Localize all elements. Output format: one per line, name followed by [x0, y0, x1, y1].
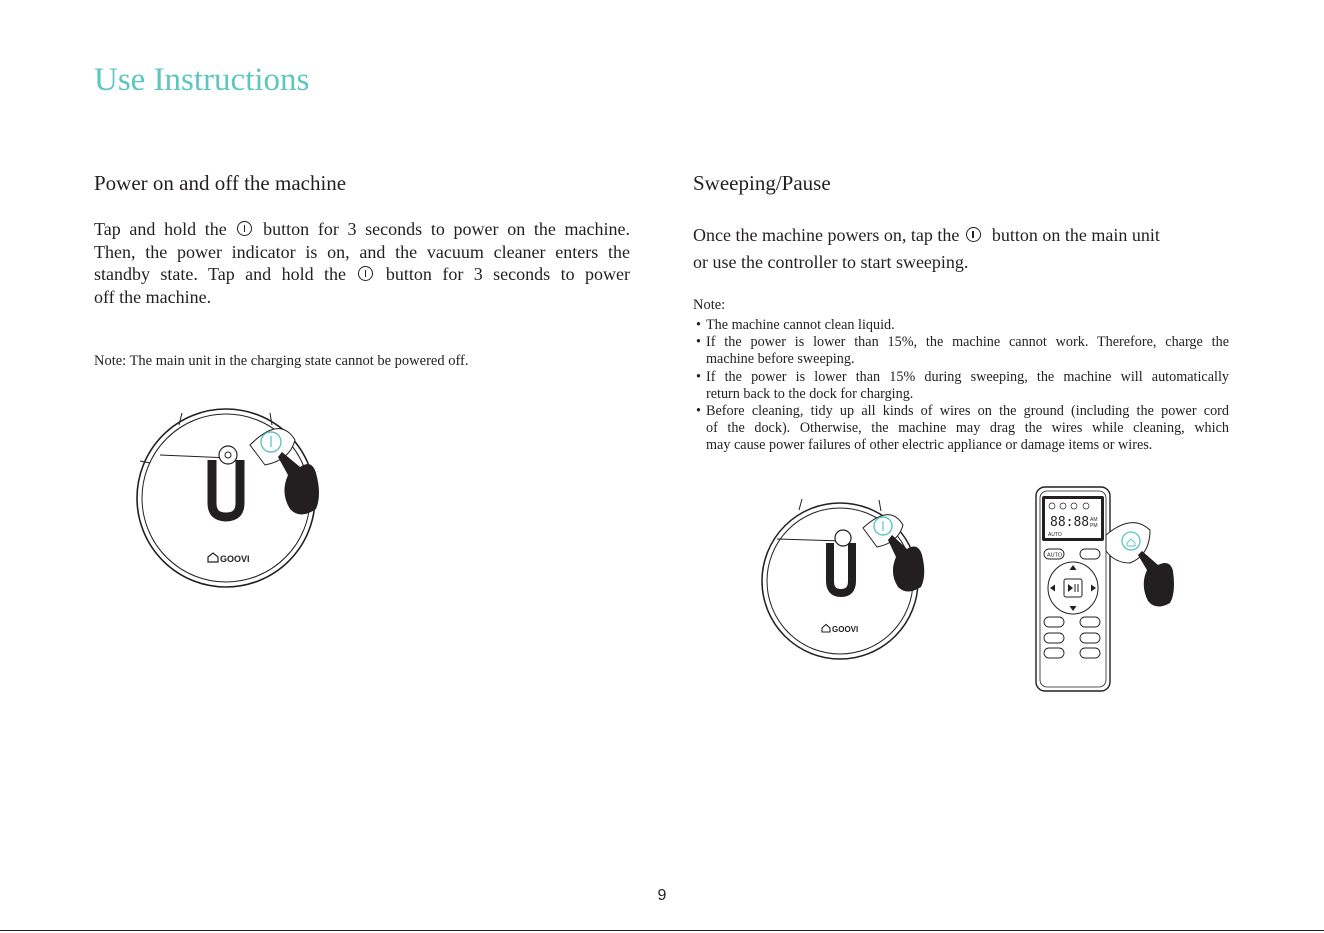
section-heading-sweeping: Sweeping/Pause — [693, 171, 831, 195]
section-heading-power: Power on and off the machine — [94, 171, 347, 195]
svg-text:88:88: 88:88 — [1050, 515, 1090, 530]
power-icon — [358, 266, 373, 281]
sweeping-line-2: or use the controller to start sweeping. — [693, 252, 969, 272]
robot-vacuum-illustration-2 — [755, 495, 935, 670]
page-number: 9 — [657, 887, 667, 904]
power-icon — [966, 227, 981, 242]
svg-text:AUTO: AUTO — [1048, 532, 1062, 538]
charging-note: Note: The main unit in the charging state cannot be powered off. — [94, 353, 469, 369]
svg-text:GOOVI: GOOVI — [220, 554, 250, 564]
robot-vacuum-illustration — [130, 405, 330, 605]
list-item: • If the power is lower than 15% during sweeping, the machine will automatically — [693, 369, 1229, 386]
svg-text:GOOVI: GOOVI — [832, 625, 859, 634]
remote-control-illustration — [1030, 485, 1180, 695]
svg-text:PM: PM — [1090, 523, 1098, 529]
list-item: • The machine cannot clean liquid. — [693, 317, 1229, 334]
svg-text:AUTO: AUTO — [1047, 552, 1063, 559]
note-list: • The machine cannot clean liquid. • If the power is lower than 15%, the machine cannot work. Therefore, charge the machine before sweeping. • If the power is lower than 15% during sweeping, the machine will automatically return back to the dock for charging. • Before cleaning, tidy up all kinds of wires on the ground (including the power cord of the dock). Otherwise, the machine may drag the wires while cleaning, which may cause power failures of other electric appliance or damage items or wires. — [693, 317, 1229, 455]
zoomed-button-highlight — [1122, 532, 1140, 550]
footer-rule — [0, 930, 1324, 931]
power-line-1: Tap and hold the button for 3 seconds to power on the machine. — [94, 219, 631, 239]
note-label: Note: — [693, 297, 726, 313]
list-item: • If the power is lower than 15%, the machine cannot work. Therefore, charge the — [693, 334, 1229, 351]
power-line-3: standby state. Tap and hold the button for 3 seconds to power — [94, 264, 631, 284]
hand-pointer-icon — [1138, 551, 1174, 607]
home-button — [1080, 549, 1100, 559]
sweeping-line-1: Once the machine powers on, tap the button on the main unit — [693, 225, 1160, 245]
list-item: • Before cleaning, tidy up all kinds of wires on the ground (including the power cord — [693, 403, 1229, 420]
page-title: Use Instructions — [94, 62, 310, 98]
power-line-2: Then, the power indicator is on, and the vacuum cleaner enters the — [94, 241, 630, 262]
sweeping-instructions — [693, 222, 1160, 276]
power-instructions — [94, 218, 630, 308]
power-line-4: off the machine. — [94, 286, 212, 307]
svg-text:AM: AM — [1090, 517, 1098, 523]
power-icon — [237, 221, 252, 236]
